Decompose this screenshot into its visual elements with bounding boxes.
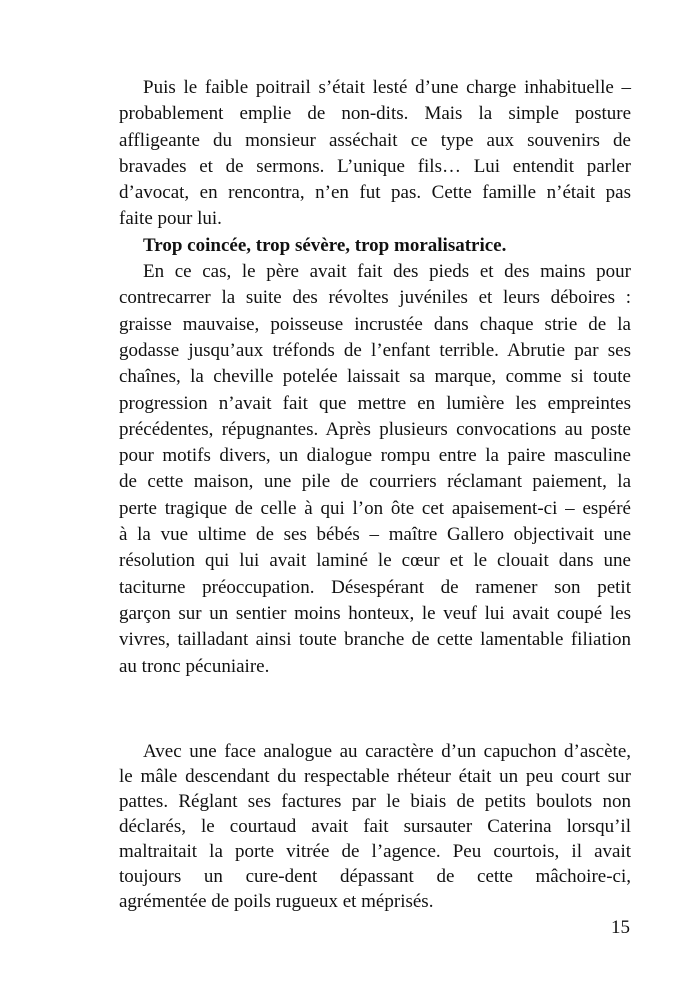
page-number: 15	[611, 917, 630, 938]
text-line: pour motifs divers, un dialogue rompu entre la paire masculine	[119, 445, 631, 467]
text-line: maltraitait la porte vitrée de l’agence. Peu courtois, il avait	[119, 841, 631, 863]
text-line: toujours un cure-dent dépassant de cette mâchoire-ci,	[119, 866, 631, 888]
text-line: progression n’avait fait que mettre en lumière les empreintes	[119, 392, 631, 414]
text-line: déclarés, le courtaud avait fait sursauter Caterina lorsqu’il	[119, 816, 631, 838]
paragraph	[119, 259, 631, 680]
text-line: taciturne préoccupation. Désespérant de ramener son petit	[119, 576, 631, 598]
paragraph	[119, 739, 631, 914]
page-body	[119, 75, 631, 914]
text-line: bravades et de sermons. L’unique fils… Lui entendit parler	[119, 155, 631, 177]
text-line: graisse mauvaise, poisseuse incrustée dans chaque strie de la	[119, 313, 631, 335]
text-line: d’avocat, en rencontra, n’en fut pas. Cette famille n’était pas	[119, 182, 631, 204]
text-line: résolution qui lui avait laminé le cœur et le clouait dans une	[119, 550, 631, 572]
text-line: Trop coincée, trop sévère, trop moralisatrice.	[143, 234, 507, 256]
text-line: le mâle descendant du respectable rhéteur était un peu court sur	[119, 766, 631, 788]
text-line: affligeante du monsieur asséchait ce type aux souvenirs de	[119, 129, 631, 151]
text-line: à la vue ultime de ses bébés – maître Gallero objectivait une	[119, 524, 631, 546]
text-line: perte tragique de celle à qui l’on ôte cet apaisement-ci – espéré	[119, 497, 631, 519]
text-line: de cette maison, une pile de courriers réclamant paiement, la	[119, 471, 631, 493]
text-line: vivres, tailladant ainsi toute branche de cette lamentable filiation	[119, 629, 631, 651]
text-line: au tronc pécuniaire.	[119, 655, 270, 677]
text-line: garçon sur un sentier moins honteux, le veuf lui avait coupé les	[119, 602, 631, 624]
text-line: pattes. Réglant ses factures par le biais de petits boulots non	[119, 791, 631, 813]
text-line: contrecarrer la suite des révoltes juvéniles et leurs déboires :	[119, 287, 631, 309]
paragraph-gap	[119, 680, 631, 740]
text-line: Puis le faible poitrail s’était lesté d’une charge inhabituelle –	[143, 77, 631, 98]
bold-paragraph	[119, 233, 631, 259]
text-line: faite pour lui.	[119, 208, 222, 230]
text-line: Avec une face analogue au caractère d’un capuchon d’ascète,	[143, 741, 631, 763]
paragraph	[119, 75, 631, 233]
text-line: chaînes, la cheville potelée laissait sa marque, comme si toute	[119, 366, 631, 388]
text-line: En ce cas, le père avait fait des pieds et des mains pour	[143, 261, 631, 283]
text-line: probablement emplie de non-dits. Mais la simple posture	[119, 103, 631, 125]
text-line: précédentes, répugnantes. Après plusieurs convocations au poste	[119, 418, 631, 440]
text-line: godasse jusqu’aux tréfonds de l’enfant terrible. Abrutie par ses	[119, 339, 631, 361]
text-line: agrémentée de poils rugueux et méprisés.	[119, 891, 434, 913]
